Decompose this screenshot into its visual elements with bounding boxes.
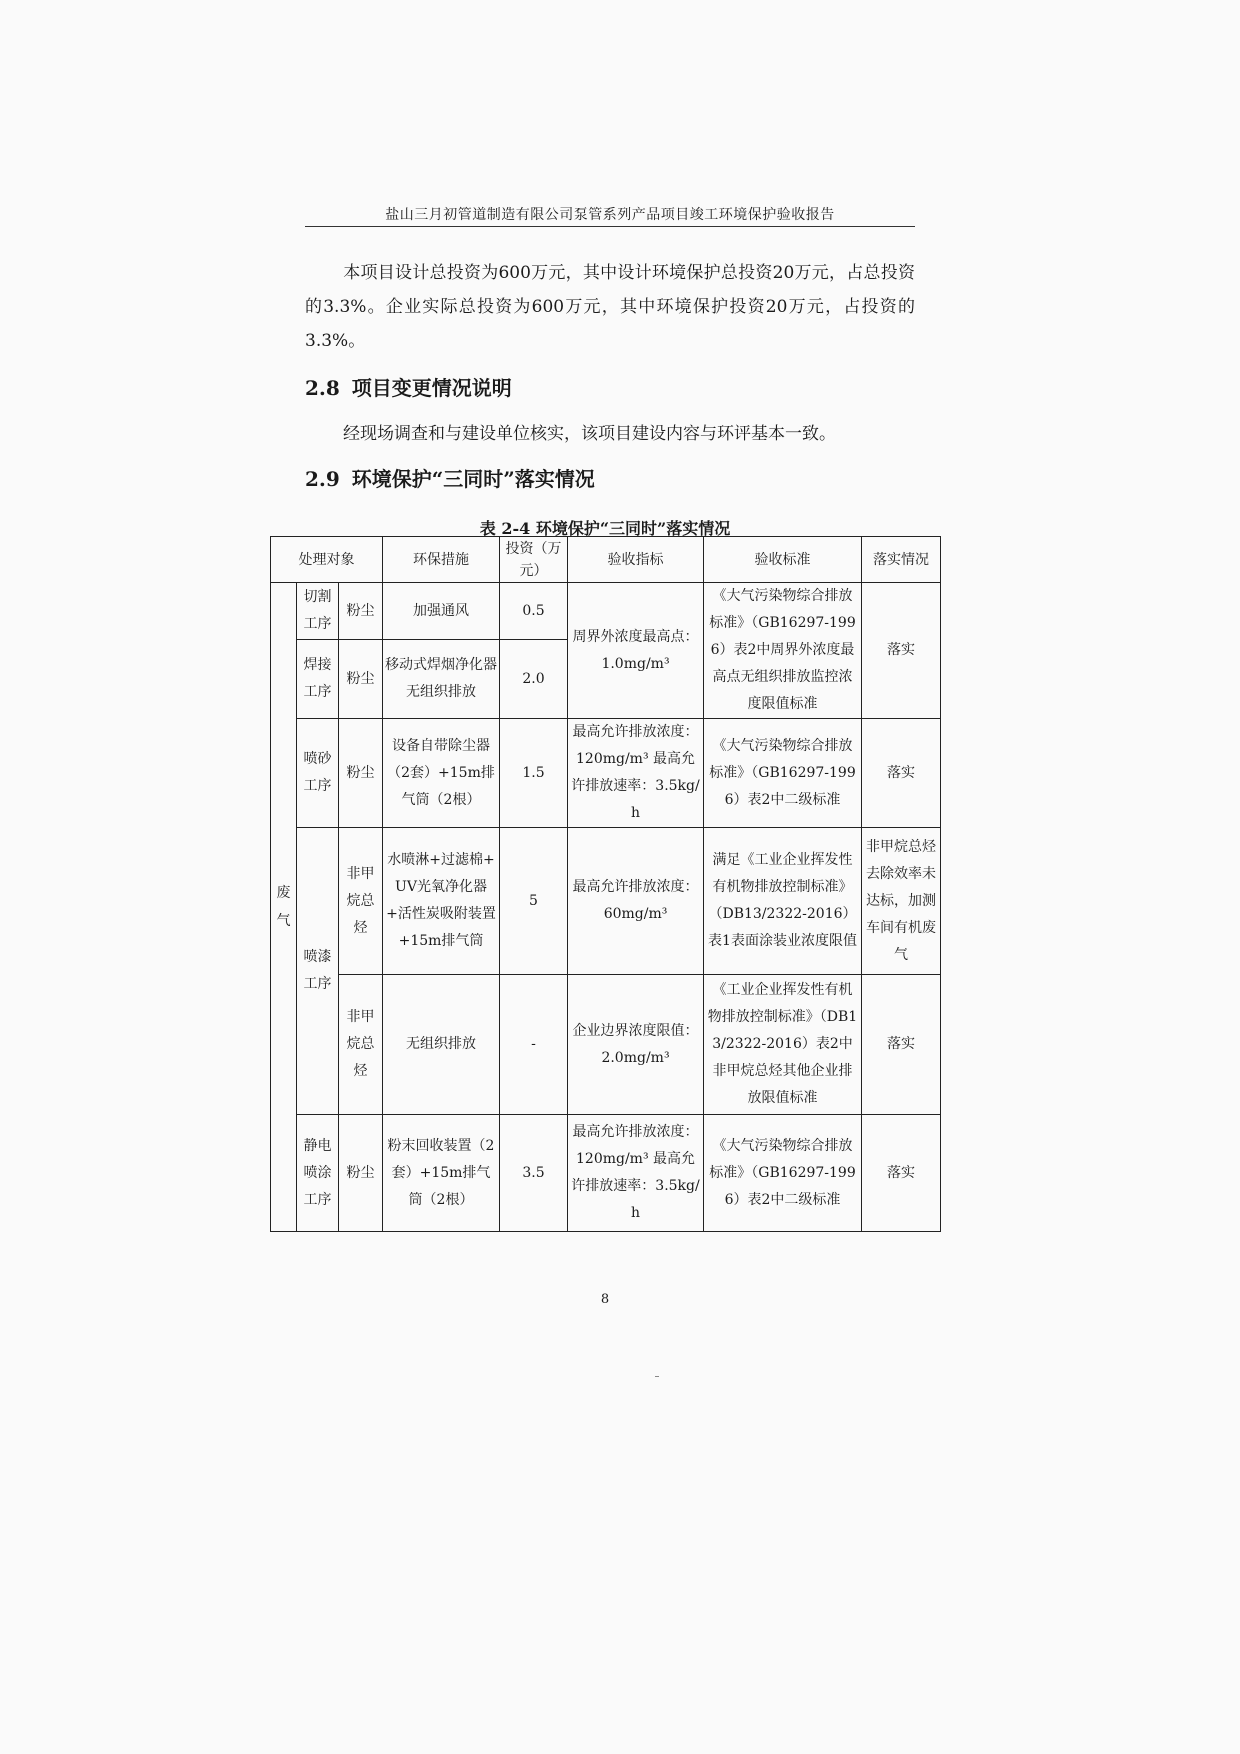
investment-paragraph [305, 256, 915, 358]
process-cell: 静电喷涂工序 [297, 1115, 339, 1232]
indicator-cell: 最高允许排放浓度：120mg/m³ 最高允许排放速率：3.5kg/h [568, 719, 704, 828]
header-divider [305, 226, 915, 227]
measure-cell: 加强通风 [383, 583, 500, 640]
investment-paragraph-text: 本项目设计总投资为600万元，其中设计环境保护总投资20万元，占总投资的3.3%。企业实际总投资为600万元，其中环境保护投资20万元，占投资的3.3%。 [305, 263, 915, 351]
table-row [271, 828, 941, 975]
indicator-cell: 企业边界浓度限值：2.0mg/m³ [568, 975, 704, 1115]
process-cell: 喷漆工序 [297, 828, 339, 1115]
process-cell: 切割工序 [297, 583, 339, 640]
section-2-8-body [305, 417, 915, 451]
investment-cell: 0.5 [500, 583, 568, 640]
investment-cell: 1.5 [500, 719, 568, 828]
standard-cell: 《大气污染物综合排放标准》（GB16297-1996）表2中周界外浓度最高点无组织排放监控浓度限值标准 [704, 583, 862, 719]
investment-cell: 3.5 [500, 1115, 568, 1232]
three-simultaneous-table [270, 536, 941, 1232]
investment-cell: 2.0 [500, 640, 568, 719]
category-char: 气 [276, 913, 291, 929]
section-2-8-title: 项目变更情况说明 [351, 376, 512, 400]
table-row [271, 1115, 941, 1232]
indicator-cell: 最高允许排放浓度：120mg/m³ 最高允许排放速率：3.5kg/h [568, 1115, 704, 1232]
status-cell: 非甲烷总烃去除效率未达标，加测车间有机废气 [862, 828, 941, 975]
pollutant-cell: 非甲烷总烃 [339, 975, 383, 1115]
status-cell: 落实 [862, 719, 941, 828]
pollutant-cell: 粉尘 [339, 583, 383, 640]
indicator-cell: 周界外浓度最高点：1.0mg/m³ [568, 583, 704, 719]
section-2-8-body-text: 经现场调查和与建设单位核实，该项目建设内容与环评基本一致。 [343, 424, 836, 444]
table-row [271, 975, 941, 1115]
table-caption: 表 2-4 环境保护“三同时”落实情况 [479, 519, 731, 538]
header-object: 处理对象 [271, 537, 383, 583]
pollutant-cell: 粉尘 [339, 719, 383, 828]
measure-cell: 移动式焊烟净化器无组织排放 [383, 640, 500, 719]
measure-cell: 粉末回收装置（2套）+15m排气筒（2根） [383, 1115, 500, 1232]
status-cell: 落实 [862, 1115, 941, 1232]
investment-cell: 5 [500, 828, 568, 975]
measure-cell: 设备自带除尘器（2套）+15m排气筒（2根） [383, 719, 500, 828]
report-header-title: 盐山三月初管道制造有限公司泵管系列产品项目竣工环境保护验收报告 [385, 207, 835, 223]
standard-cell: 《大气污染物综合排放标准》（GB16297-1996）表2中二级标准 [704, 719, 862, 828]
category-cell [271, 583, 297, 1232]
section-2-8-number: 2.8 [305, 376, 340, 400]
header-status: 落实情况 [862, 537, 941, 583]
standard-cell: 满足《工业企业挥发性有机物排放控制标准》（DB13/2322-2016）表1表面涂装业浓度限值 [704, 828, 862, 975]
header-indicator: 验收指标 [568, 537, 704, 583]
scan-speck [655, 1376, 659, 1377]
pollutant-cell: 非甲烷总烃 [339, 828, 383, 975]
header-standard: 验收标准 [704, 537, 862, 583]
standard-cell: 《工业企业挥发性有机物排放控制标准》（DB13/2322-2016）表2中非甲烷总烃其他企业排放限值标准 [704, 975, 862, 1115]
header-measure: 环保措施 [383, 537, 500, 583]
process-cell: 喷砂工序 [297, 719, 339, 828]
measure-cell: 无组织排放 [383, 975, 500, 1115]
header-investment: 投资（万元） [500, 537, 568, 583]
status-cell: 落实 [862, 583, 941, 719]
measure-cell: 水喷淋+过滤棉+UV光氧净化器+活性炭吸附装置+15m排气筒 [383, 828, 500, 975]
page-number: 8 [600, 1292, 610, 1307]
indicator-cell: 最高允许排放浓度：60mg/m³ [568, 828, 704, 975]
table-row [271, 583, 941, 640]
category-char: 废 [276, 885, 291, 901]
investment-cell: - [500, 975, 568, 1115]
section-2-8-heading [305, 372, 512, 401]
section-2-9-heading [305, 463, 595, 492]
status-cell: 落实 [862, 975, 941, 1115]
pollutant-cell: 粉尘 [339, 1115, 383, 1232]
process-cell: 焊接工序 [297, 640, 339, 719]
pollutant-cell: 粉尘 [339, 640, 383, 719]
section-2-9-number: 2.9 [305, 467, 340, 491]
table-row [271, 719, 941, 828]
table-header-row [271, 537, 941, 583]
section-2-9-title: 环境保护“三同时”落实情况 [351, 467, 595, 491]
standard-cell: 《大气污染物综合排放标准》（GB16297-1996）表2中二级标准 [704, 1115, 862, 1232]
